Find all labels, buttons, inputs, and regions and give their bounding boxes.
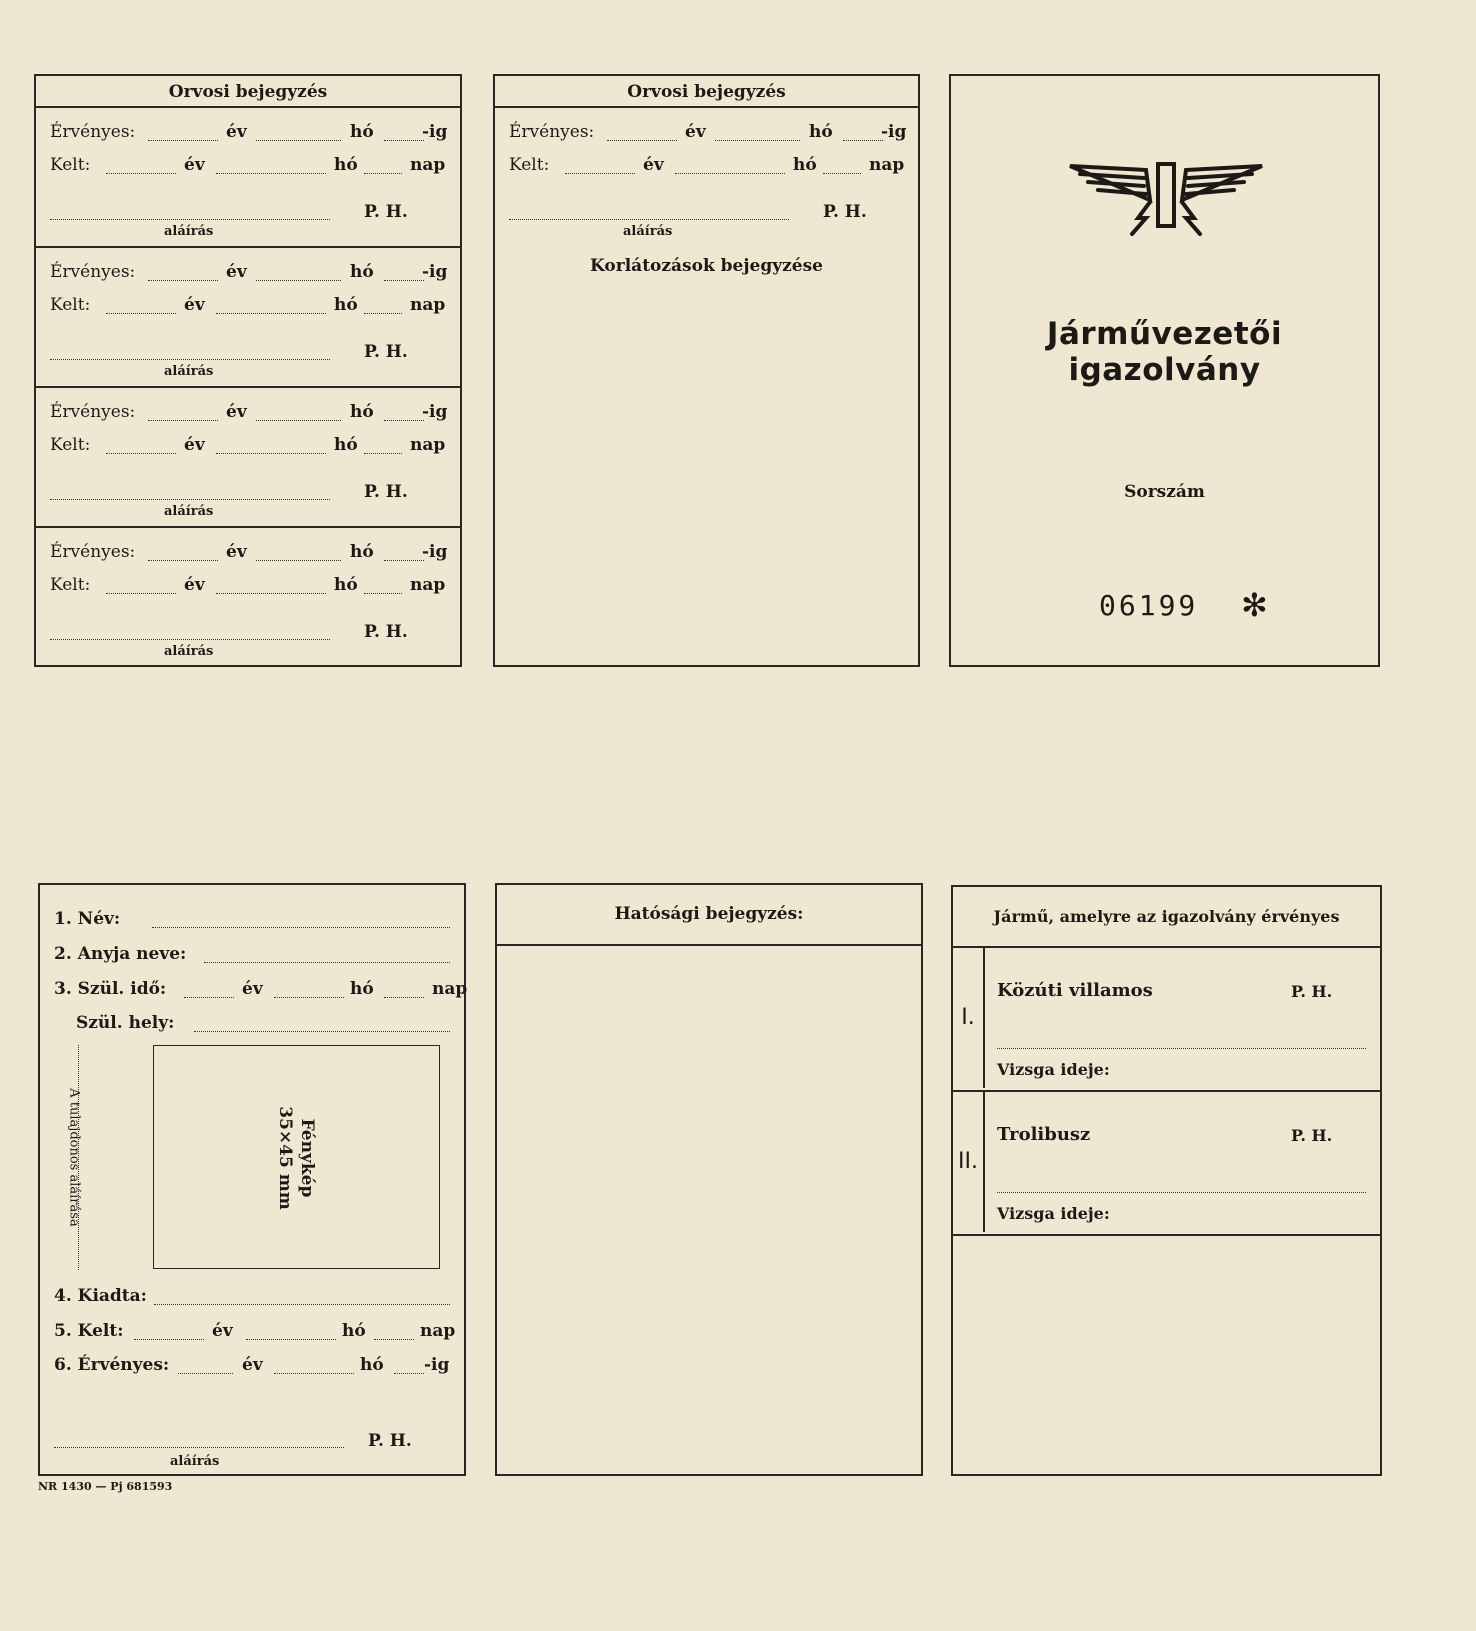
valid-until-field[interactable] [384,420,424,421]
signature-line[interactable] [50,639,330,640]
issued-year-field[interactable] [106,313,176,314]
vehicle-item-signature-line[interactable] [997,1192,1366,1193]
until-label: -ig [422,122,448,142]
medical-entry [36,388,460,528]
signature-line[interactable] [50,219,330,220]
valid-year-field[interactable] [148,140,218,141]
issued-by-field[interactable] [154,1304,450,1305]
restrictions-section [495,248,918,665]
owner-signature-label: A tulajdonos aláírása [66,1088,82,1227]
issued-by-label: 4. Kiadta: [54,1286,147,1306]
valid-month-field[interactable] [274,1373,354,1374]
valid-row [509,122,907,144]
issued-month-field[interactable] [216,313,326,314]
birth-month-field[interactable] [274,997,344,998]
valid-year-field[interactable] [148,560,218,561]
valid-year-field[interactable] [148,420,218,421]
issued-day-field[interactable] [364,173,402,174]
personal-panel [38,883,466,1476]
vehicle-item-number: I. [953,948,985,1088]
day-label: nap [410,155,446,175]
issued-day-field[interactable] [364,313,402,314]
valid-label: Érvényes: [509,122,595,142]
issued-label: Kelt: [50,435,91,455]
signature-label: aláírás [164,224,214,239]
serial-label: Sorszám [1124,482,1205,502]
signature-label: aláírás [170,1454,220,1469]
issued-year-field[interactable] [106,173,176,174]
valid-until-field[interactable] [384,140,424,141]
mother-field[interactable] [204,962,450,963]
asterisk-mark-icon: ✻ [1241,586,1268,624]
issued-year-field[interactable] [106,593,176,594]
issued-day-label: nap [420,1321,456,1341]
year-label: év [643,155,664,175]
cover-panel [949,74,1380,667]
month-label: hó [334,575,358,595]
valid-row [50,542,446,564]
year-label: év [184,295,205,315]
signature-line[interactable] [50,359,330,360]
year-label: év [184,155,205,175]
year-label: év [184,435,205,455]
signature-label: aláírás [164,364,214,379]
issued-label: Kelt: [509,155,550,175]
stamp-label: P. H. [364,342,408,362]
medical-entry [495,108,918,248]
birth-place-label: Szül. hely: [76,1013,175,1033]
signature-label: aláírás [164,644,214,659]
birth-day-field[interactable] [384,997,424,998]
month-label: hó [350,402,374,422]
signature-label: aláírás [623,224,673,239]
issued-day-field[interactable] [364,453,402,454]
until-label: -ig [422,262,448,282]
medical-entry [36,528,460,668]
vehicle-item-name: Közúti villamos [997,980,1153,1001]
month-label: hó [350,122,374,142]
cover-title: Járművezetői igazolvány [1046,316,1283,388]
issued-day-field[interactable] [374,1339,414,1340]
year-label: év [184,575,205,595]
stamp-label: P. H. [364,482,408,502]
until-label: -ig [422,542,448,562]
issued-row [50,155,446,177]
until-label: -ig [881,122,907,142]
issued-label: Kelt: [50,295,91,315]
valid-month-field[interactable] [256,420,341,421]
valid-row [54,1355,450,1377]
issued-month-field[interactable] [246,1339,336,1340]
issued-year-field[interactable] [134,1339,204,1340]
restrictions-heading: Korlátozások bejegyzése [590,256,823,276]
photo-label-line2: 35×45 mm [275,1106,295,1210]
vehicle-item-stamp: P. H. [1291,1126,1333,1145]
valid-month-field[interactable] [256,140,341,141]
name-row [54,909,450,931]
issued-month-field[interactable] [216,453,326,454]
month-label: hó [350,262,374,282]
valid-month-field[interactable] [256,560,341,561]
medical-entry [36,108,460,248]
issued-row [509,155,904,177]
birth-day-label: nap [432,979,468,999]
valid-month-field[interactable] [715,140,800,141]
month-label: hó [334,155,358,175]
issued-label: 5. Kelt: [54,1321,124,1341]
valid-row [50,122,446,144]
year-label: év [685,122,706,142]
stamp-label: P. H. [364,202,408,222]
name-field[interactable] [152,927,450,928]
issued-row [50,575,446,597]
photo-box[interactable] [153,1045,440,1269]
vehicle-item-stamp: P. H. [1291,982,1333,1001]
valid-label: Érvényes: [50,262,136,282]
print-code: NR 1430 — Pj 681593 [38,1480,173,1493]
month-label: hó [793,155,817,175]
issued-label: Kelt: [50,155,91,175]
issued-year-field[interactable] [565,173,635,174]
valid-month-label: hó [360,1355,384,1375]
issued-day-field[interactable] [823,173,861,174]
month-label: hó [334,295,358,315]
year-label: év [226,402,247,422]
issued-label: Kelt: [50,575,91,595]
valid-year-label: év [242,1355,263,1375]
medical-heading: Orvosi bejegyzés [36,76,460,108]
name-label: 1. Név: [54,909,121,929]
day-label: nap [869,155,905,175]
month-label: hó [809,122,833,142]
valid-until-field[interactable] [394,1373,424,1374]
photo-label [274,1068,318,1248]
valid-label: Érvényes: [50,402,136,422]
vehicle-heading: Jármű, amelyre az igazolvány érvényes [953,887,1380,948]
until-label: -ig [422,402,448,422]
vehicle-item-name: Trolibusz [997,1124,1091,1145]
valid-until-field[interactable] [384,280,424,281]
birth-year-field[interactable] [184,997,234,998]
signature-line[interactable] [54,1447,344,1448]
medical-panel-left [34,74,462,667]
mother-row [54,944,450,966]
valid-row [50,402,446,424]
valid-label: Érvényes: [50,542,136,562]
medical-heading: Orvosi bejegyzés [495,76,918,108]
stamp-label: P. H. [368,1431,412,1451]
mother-label: 2. Anyja neve: [54,944,187,964]
valid-year-field[interactable] [607,140,677,141]
signature-line[interactable] [509,219,789,220]
valid-until-label: -ig [424,1355,450,1375]
year-label: év [226,122,247,142]
issued-month-label: hó [342,1321,366,1341]
valid-year-field[interactable] [178,1373,233,1374]
birth-date-row [54,979,468,1001]
valid-label: Érvényes: [50,122,136,142]
birth-place-row [54,1013,450,1035]
issued-month-field[interactable] [216,593,326,594]
birth-place-field[interactable] [194,1031,450,1032]
vehicle-item [953,1092,1380,1236]
issued-by-row [54,1286,450,1308]
valid-until-field[interactable] [843,140,883,141]
year-label: év [226,542,247,562]
valid-row [50,262,446,284]
birth-month-label: hó [350,979,374,999]
day-label: nap [410,295,446,315]
vehicle-item-signature-line[interactable] [997,1048,1366,1049]
day-label: nap [410,435,446,455]
issued-day-field[interactable] [364,593,402,594]
issued-month-field[interactable] [216,173,326,174]
valid-label: 6. Érvényes: [54,1355,170,1375]
vehicle-item-number: II. [953,1092,985,1232]
vehicle-item-exam-label: Vizsga ideje: [997,1060,1110,1079]
photo-label-line1: Fénykép [297,1118,317,1198]
signature-line[interactable] [50,499,330,500]
serial-number: 06199 [1099,589,1199,622]
issued-year-label: év [212,1321,233,1341]
issued-row [50,435,446,457]
signature-label: aláírás [164,504,214,519]
issued-row [50,295,446,317]
stamp-label: P. H. [823,202,867,222]
month-label: hó [334,435,358,455]
birth-year-label: év [242,979,263,999]
valid-month-field[interactable] [256,280,341,281]
vehicle-item [953,948,1380,1092]
vehicle-item-exam-label: Vizsga ideje: [997,1204,1110,1223]
issued-year-field[interactable] [106,453,176,454]
year-label: év [226,262,247,282]
authority-panel [495,883,923,1476]
valid-until-field[interactable] [384,560,424,561]
medical-panel-middle [493,74,920,667]
vehicle-panel [951,885,1382,1476]
stamp-label: P. H. [364,622,408,642]
issued-row [54,1321,456,1343]
issued-month-field[interactable] [675,173,785,174]
birth-date-label: 3. Szül. idő: [54,979,167,999]
day-label: nap [410,575,446,595]
medical-entry [36,248,460,388]
month-label: hó [350,542,374,562]
winged-emblem-icon [1066,160,1266,240]
authority-heading: Hatósági bejegyzés: [497,885,921,946]
valid-year-field[interactable] [148,280,218,281]
